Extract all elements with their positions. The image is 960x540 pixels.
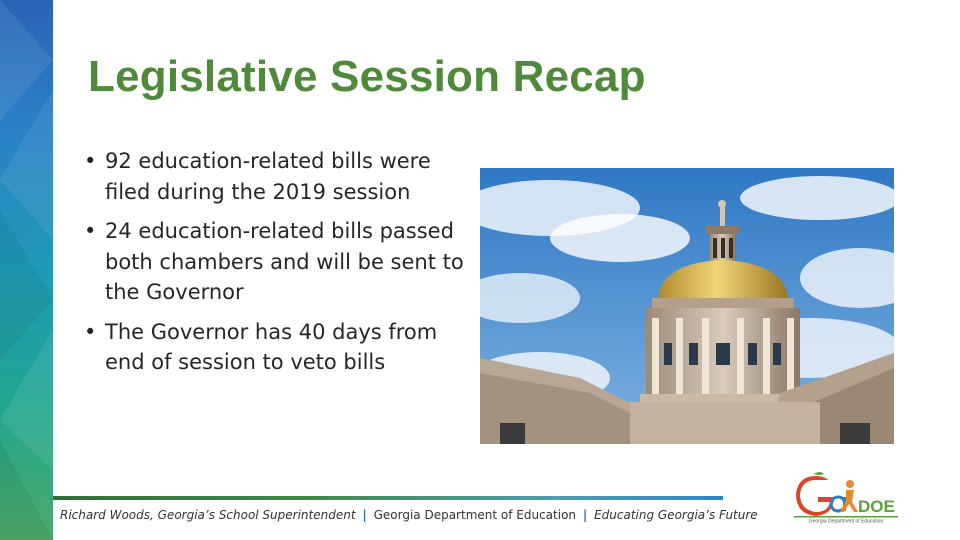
- footer-superintendent: Richard Woods, Georgia’s School Superintendent: [60, 508, 356, 522]
- footer-department: Georgia Department of Education: [373, 508, 577, 522]
- bullet-item: [84, 216, 474, 308]
- footer-separator: |: [362, 508, 367, 522]
- bullet-item: [84, 317, 474, 378]
- bullet-item: [84, 146, 474, 207]
- bullet-list: [84, 146, 474, 387]
- svg-text:DOE: DOE: [858, 497, 895, 516]
- footer-tagline: Educating Georgia’s Future: [594, 508, 758, 522]
- gadoe-logo: [794, 470, 898, 524]
- footer-separator: |: [582, 508, 588, 522]
- footer-divider: [53, 496, 723, 500]
- bullet-text: The Governor has 40 days from end of session to veto bills: [105, 319, 438, 374]
- footer-text: [60, 508, 758, 522]
- gadoe-logo-mark: [794, 470, 898, 524]
- svg-text:Georgia Department of Educatio: Georgia Department of Education: [808, 518, 884, 524]
- slide-title: Legislative Session Recap: [88, 52, 646, 101]
- bullet-glyph: •: [84, 319, 97, 344]
- capitol-dome-photo: [480, 168, 894, 444]
- bullet-text: 92 education-related bills were filed during the 2019 session: [105, 149, 431, 204]
- capitol-illustration: [480, 168, 894, 444]
- bullet-glyph: •: [84, 219, 97, 243]
- bullet-text: 24 education-related bills passed both chambers and will be sent to the Governor: [105, 219, 464, 304]
- band-pattern: [0, 0, 53, 540]
- bullet-glyph: •: [84, 149, 97, 173]
- left-decorative-band: [0, 0, 53, 540]
